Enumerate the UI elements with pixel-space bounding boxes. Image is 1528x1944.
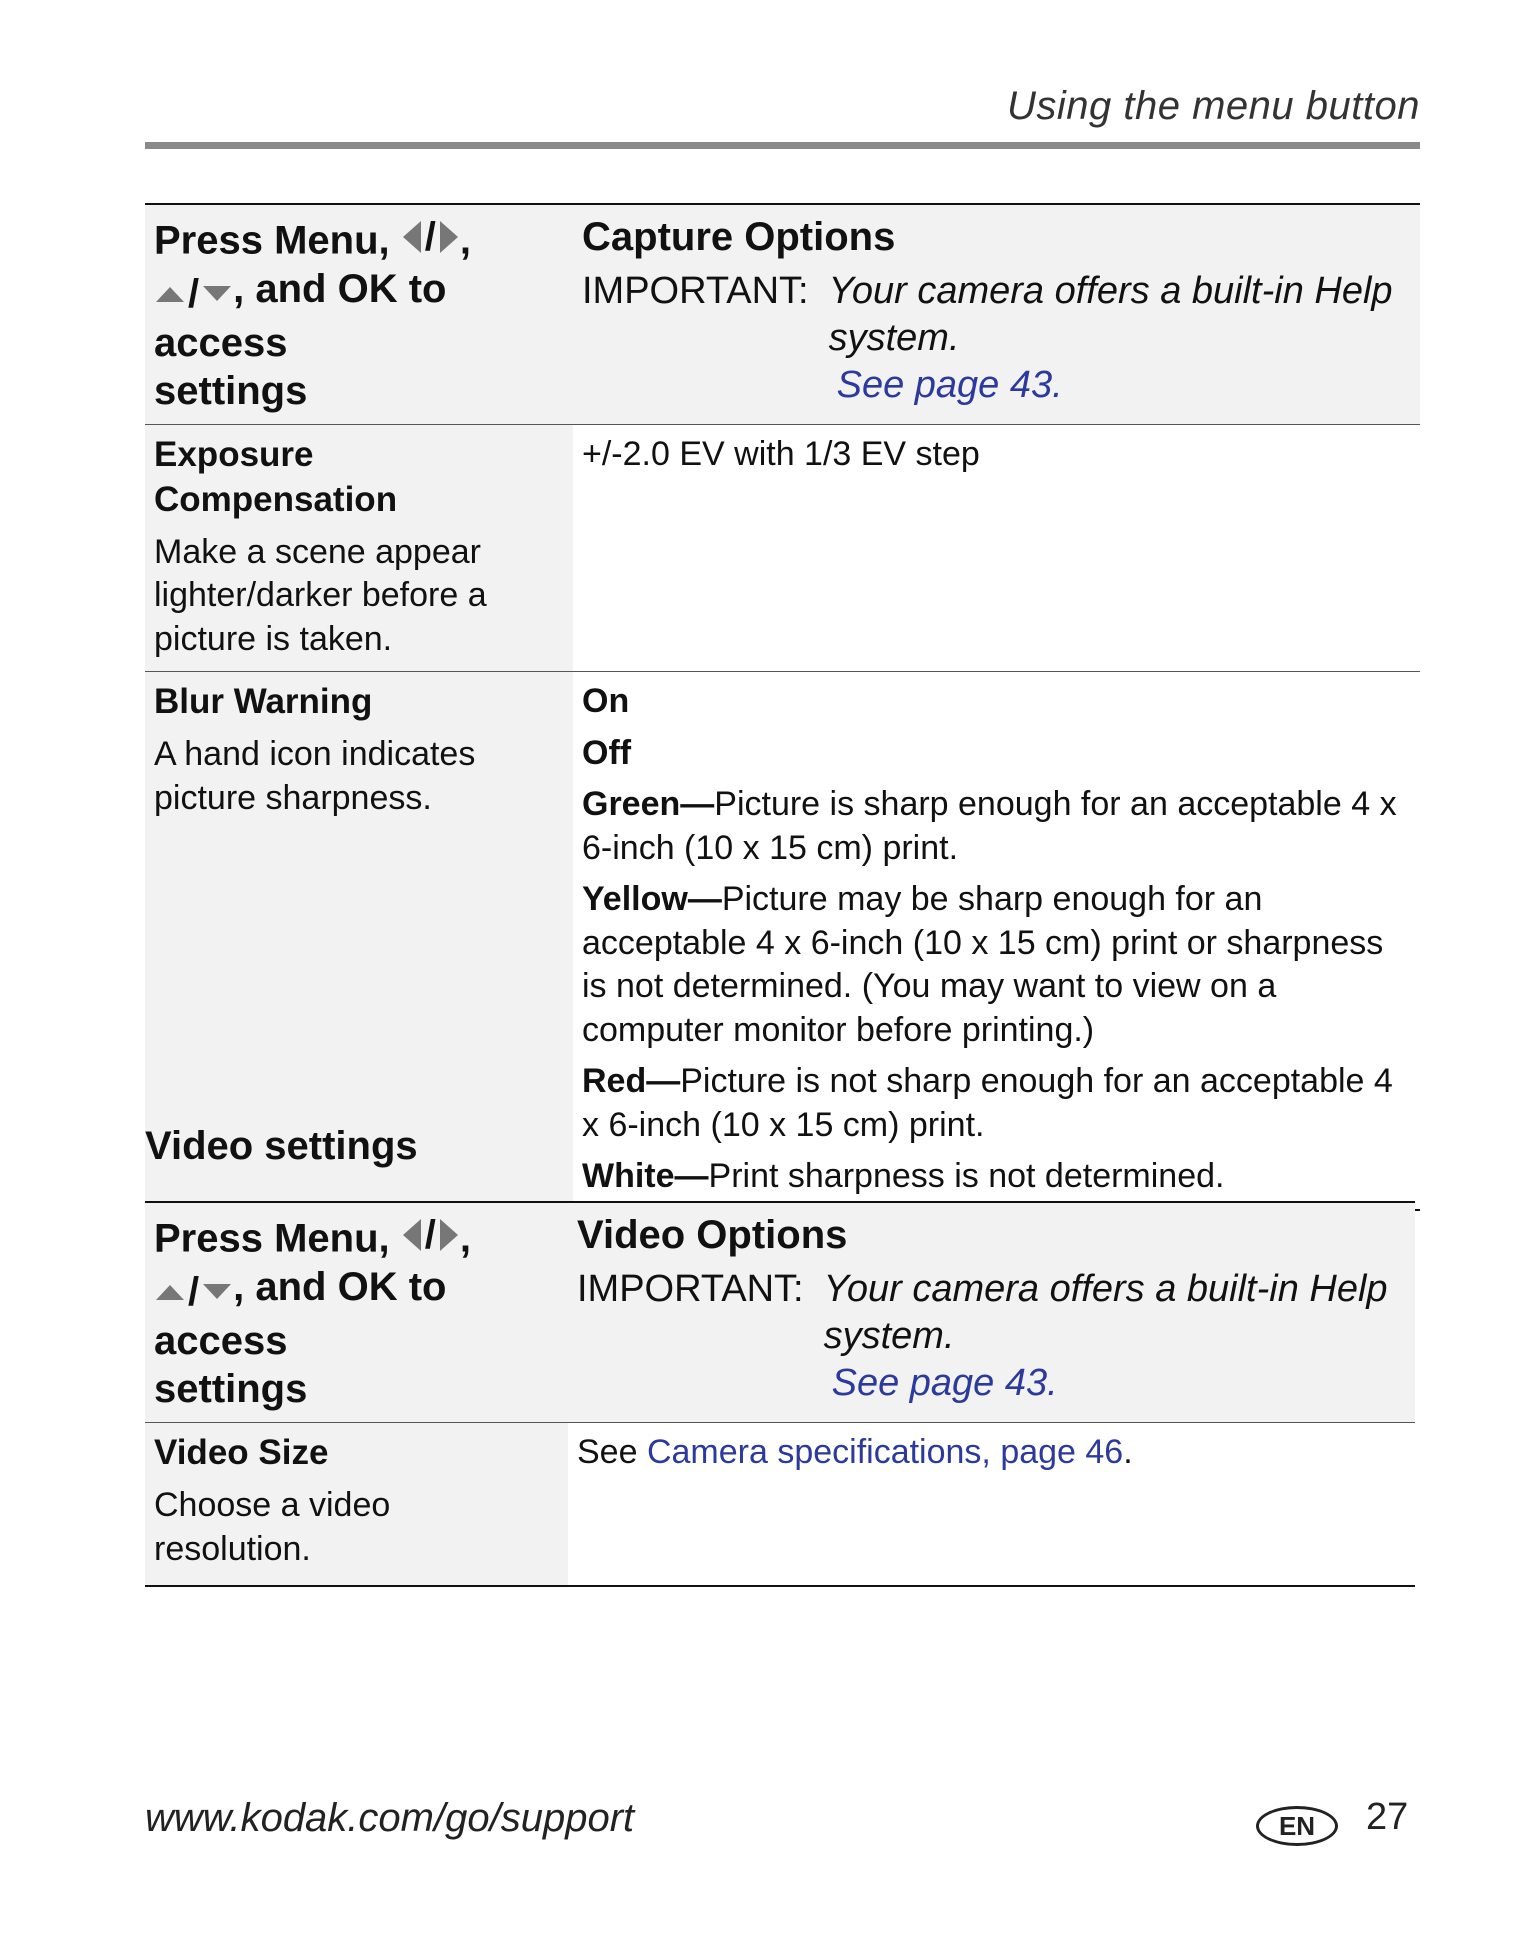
right-arrow-icon xyxy=(438,1217,460,1253)
slash-glyph: / xyxy=(424,1213,436,1257)
down-arrow-icon xyxy=(201,284,233,304)
options-title: Capture Options xyxy=(582,215,896,259)
setting-options xyxy=(573,672,1420,1210)
up-down-arrows xyxy=(154,1268,233,1317)
help-page-link[interactable]: See page 43. xyxy=(831,1362,1058,1405)
setting-name: Blur Warning xyxy=(154,682,373,722)
left-right-arrows xyxy=(401,1211,460,1260)
support-url[interactable]: www.kodak.com/go/support xyxy=(145,1796,635,1840)
important-text: Your camera offers a built-in Help system. xyxy=(823,1267,1388,1357)
right-arrow-icon xyxy=(438,219,460,255)
up-down-arrows xyxy=(154,270,233,319)
left-arrow-icon xyxy=(401,1217,423,1253)
up-arrow-icon xyxy=(154,1282,186,1302)
options-title: Video Options xyxy=(577,1213,848,1257)
table-row xyxy=(145,425,1420,672)
table-header-row xyxy=(145,204,1420,425)
video-size-reference: See Camera specifications, page 46. xyxy=(577,1433,1133,1472)
option-yellow: Yellow—Picture may be sharp enough for an acceptable 4 x 6-inch (10 x 15 cm) print or sharpness is not determined. (You may want to view on a computer monitor before printing.) xyxy=(582,880,1384,1049)
important-text: Your camera offers a built-in Help system. xyxy=(828,269,1393,359)
setting-description: Choose a video resolution. xyxy=(154,1485,391,1568)
option-red: Red—Picture is not sharp enough for an acceptable 4 x 6-inch (10 x 15 cm) print. xyxy=(582,1062,1393,1144)
left-arrow-icon xyxy=(401,219,423,255)
nav-line-3: settings xyxy=(154,369,308,414)
setting-description: A hand icon indicates picture sharpness. xyxy=(154,735,476,817)
nav-line-2: , and OK to access xyxy=(154,267,447,365)
table-header-row xyxy=(145,1202,1415,1423)
important-note xyxy=(577,1266,1405,1407)
setting-cell xyxy=(145,425,573,672)
page-number: 27 xyxy=(1366,1796,1409,1838)
option-on: On xyxy=(582,682,630,721)
important-label: IMPORTANT: xyxy=(582,269,809,312)
language-badge: EN xyxy=(1256,1806,1338,1846)
setting-name: Video Size xyxy=(154,1433,329,1473)
table-row xyxy=(145,1423,1415,1586)
left-right-arrows xyxy=(401,213,460,262)
options-header xyxy=(573,204,1420,425)
option-green: Green—Picture is sharp enough for an acceptable 4 x 6-inch (10 x 15 cm) print. xyxy=(582,785,1397,867)
setting-value xyxy=(568,1423,1415,1586)
slash-glyph: / xyxy=(188,271,200,316)
setting-cell xyxy=(145,1423,568,1586)
specs-page-link[interactable]: Camera specifications, page 46 xyxy=(646,1433,1124,1472)
exposure-range: +/-2.0 EV with 1/3 EV step xyxy=(582,435,980,474)
setting-name: Exposure Compensation xyxy=(154,435,398,519)
capture-options-table xyxy=(145,203,1420,1211)
setting-value xyxy=(573,425,1420,672)
up-arrow-icon xyxy=(154,284,186,304)
important-note xyxy=(582,268,1410,409)
nav-line-3: settings xyxy=(154,1367,308,1412)
nav-line-1: Press Menu, xyxy=(154,1216,390,1261)
nav-line-2: , and OK to access xyxy=(154,1265,447,1363)
options-header xyxy=(568,1202,1415,1423)
help-page-link[interactable]: See page 43. xyxy=(836,364,1063,407)
option-white: White—Print sharpness is not determined. xyxy=(582,1157,1225,1196)
slash-glyph: / xyxy=(424,215,436,259)
header-rule xyxy=(145,142,1420,149)
option-off: Off xyxy=(582,733,632,772)
setting-description: Make a scene appear lighter/darker before a picture is taken. xyxy=(154,532,487,658)
section-title: Video settings xyxy=(145,1124,418,1168)
video-options-table xyxy=(145,1201,1415,1587)
down-arrow-icon xyxy=(201,1282,233,1302)
nav-instructions: Press Menu, / , / , and OK to access settings xyxy=(145,204,573,425)
nav-line-1: Press Menu, xyxy=(154,218,390,263)
nav-instructions: Press Menu, / , / , and OK to access settings xyxy=(145,1202,568,1423)
slash-glyph: / xyxy=(188,1269,200,1314)
important-label: IMPORTANT: xyxy=(577,1267,804,1310)
running-head: Using the menu button xyxy=(1007,84,1420,128)
